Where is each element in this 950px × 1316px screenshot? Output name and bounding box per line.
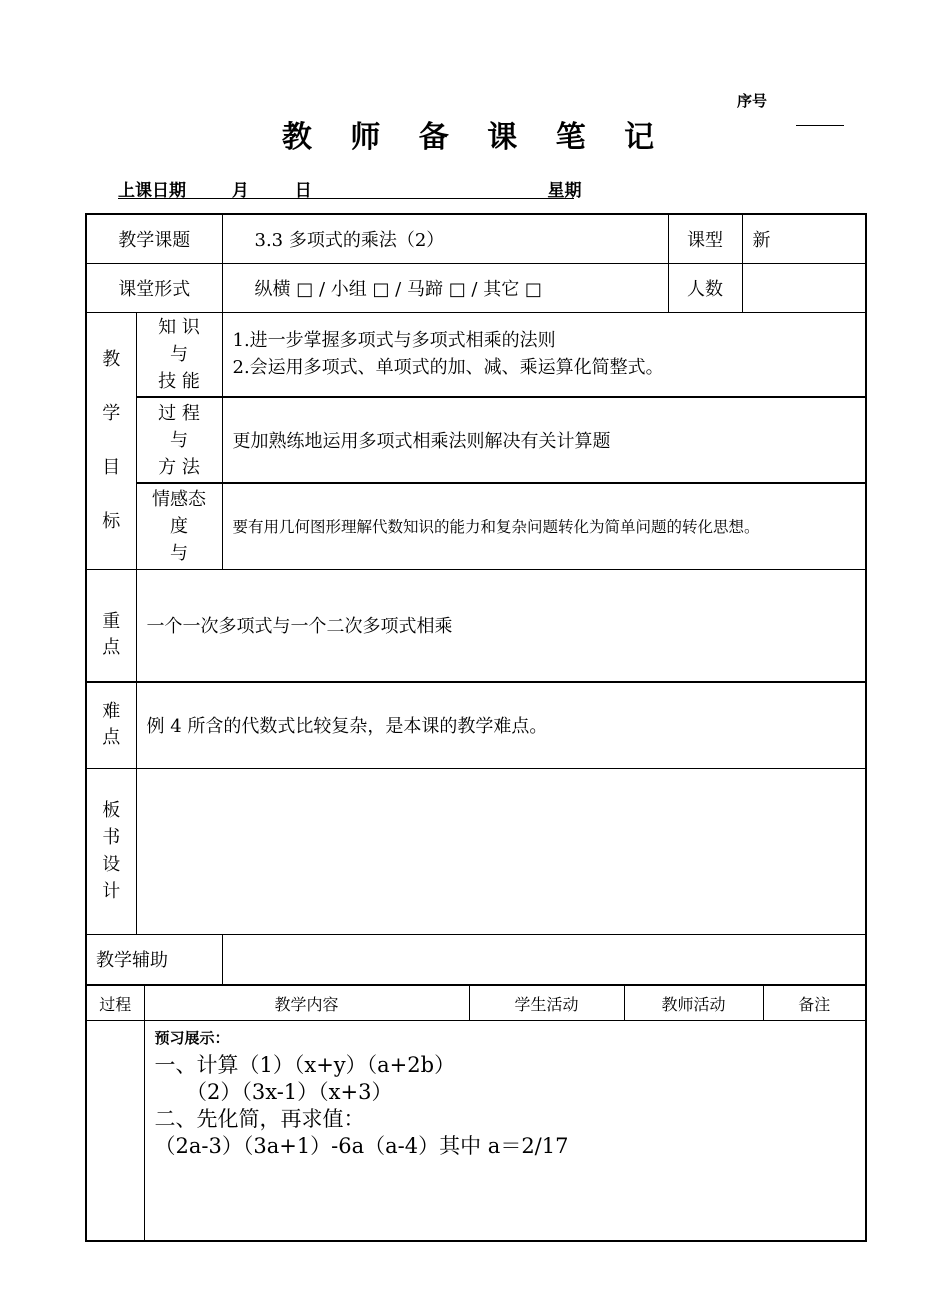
date-label: 上课日期 [118,181,186,201]
date-underline [118,198,574,199]
knowledge-label-line: 与 [170,343,188,365]
preview-line: 一、计算（1）（x+y）（a+2b） [154,1053,456,1077]
knowledge-label-line: 技 能 [158,370,200,392]
student-count-value [742,263,866,312]
difficulty-char: 难 [102,701,121,723]
teaching-aids-value [222,934,866,985]
objectives-group-label [86,312,136,569]
emotion-label [136,483,222,569]
knowledge-content [222,312,866,397]
board-design-label [86,768,136,934]
knowledge-label [136,312,222,397]
topic-value: 3.3 多项式的乘法（2） [222,214,668,263]
preview-line: （2a-3）（3a+1）-6a（a-4）其中 a＝2/17 [154,1134,569,1158]
process-label-line: 与 [170,429,188,451]
board-char: 设 [102,854,121,875]
emotion-label-line: 情感态 [152,488,206,510]
objectives-char: 学 [102,402,121,424]
lesson-type-label: 课型 [668,214,742,263]
header-teacher-activity: 教师活动 [624,986,763,1021]
preview-line: （2）（3x-1）（x+3） [154,1080,393,1104]
teaching-aids-label: 教学辅助 [86,934,222,985]
process-cell [86,1021,144,1241]
process-table [85,985,867,1242]
weekday-label: 星期 [547,181,582,201]
emotion-label-line: 度 [170,515,188,537]
preview-section [144,1021,866,1241]
process-content: 更加熟练地运用多项式相乘法则解决有关计算题 [222,397,866,483]
key-point-char: 重 [102,611,121,633]
student-count-label: 人数 [668,263,742,312]
serial-number-label: 序号 [737,92,768,110]
objectives-char: 目 [102,456,121,478]
emotion-label-line: 与 [170,542,188,564]
difficulty-char: 点 [102,727,121,749]
key-point-label [86,569,136,682]
page-title: 教 师 备 课 笔 记 [281,120,669,155]
header-student-activity: 学生活动 [469,986,624,1021]
difficulty-label [86,682,136,768]
class-form-options: 纵横 □ / 小组 □ / 马蹄 □ / 其它 □ [222,263,668,312]
key-point-char: 点 [102,637,121,659]
knowledge-label-line: 知 识 [158,316,200,338]
header-process: 过程 [86,986,144,1021]
lesson-type-value: 新 [742,214,866,263]
header-content: 教学内容 [144,986,469,1021]
objectives-char: 标 [102,510,121,532]
key-point-content: 一个一次多项式与一个二次多项式相乘 [136,569,866,682]
board-design-content [136,768,866,934]
process-label [136,397,222,483]
day-label: 日 [294,181,312,201]
knowledge-line: 2.会运用多项式、单项式的加、减、乘运算化简整式。 [232,357,664,379]
class-form-label: 课堂形式 [86,263,222,312]
difficulty-content: 例 4 所含的代数式比较复杂，是本课的教学难点。 [136,682,866,768]
process-label-line: 方 法 [158,456,200,478]
knowledge-line: 1.进一步掌握多项式与多项式相乘的法则 [232,330,556,352]
board-char: 板 [102,800,121,821]
process-label-line: 过 程 [158,402,200,424]
preview-line: 二、先化简，再求值： [154,1107,365,1131]
lesson-plan-table [85,213,867,986]
board-char: 书 [102,827,121,848]
objectives-char: 教 [102,348,121,370]
emotion-content: 要有用几何图形理解代数知识的能力和复杂问题转化为简单问题的转化思想。 [222,483,866,569]
preview-title: 预习展示： [154,1029,230,1047]
month-label: 月 [231,181,249,201]
board-char: 计 [102,881,121,902]
header-notes: 备注 [763,986,866,1021]
topic-label: 教学课题 [86,214,222,263]
